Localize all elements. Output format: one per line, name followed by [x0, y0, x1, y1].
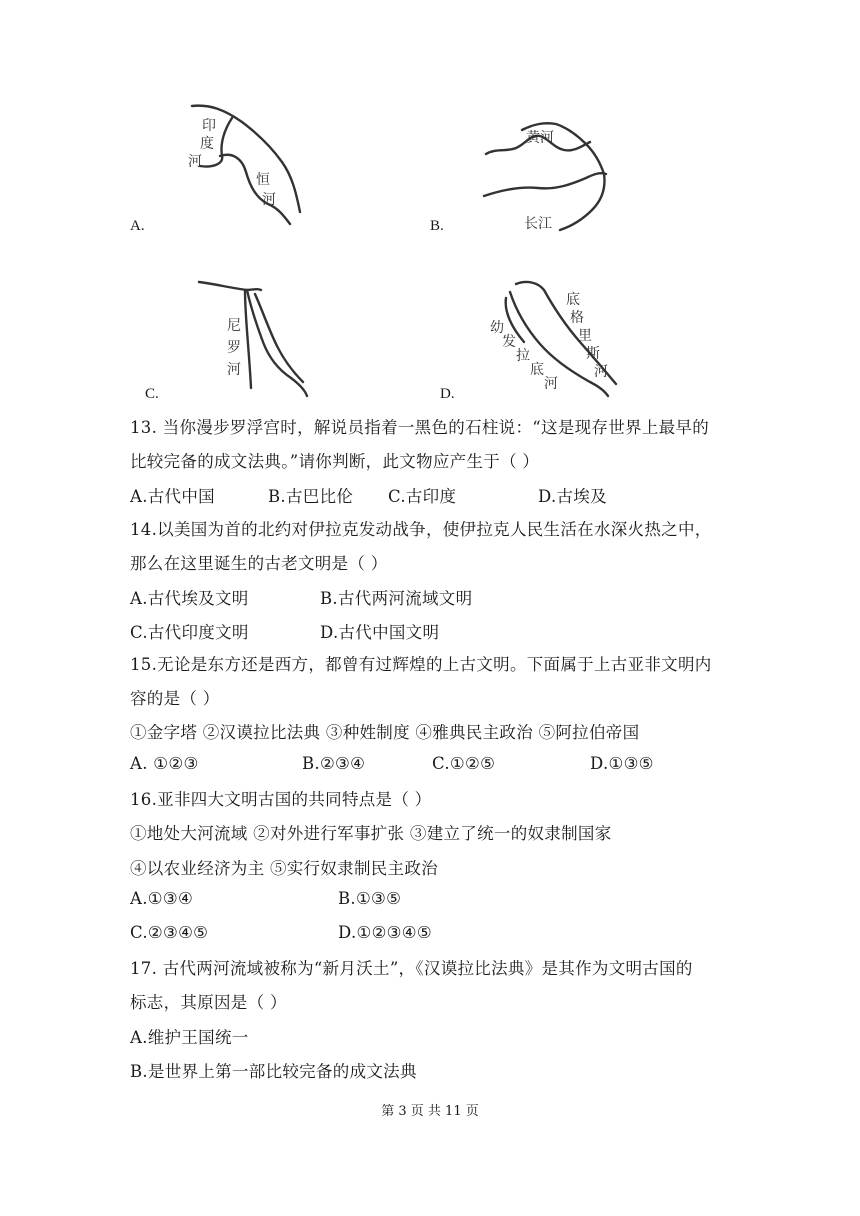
q13-option-b: B.古巴比伦 — [268, 487, 354, 506]
q16-line1: 16.亚非四大文明古国的共同特点是（ ） — [130, 790, 432, 809]
map-indus-ganges — [170, 100, 310, 230]
map-c-river1-c2: 河 — [227, 362, 241, 378]
map-d-river2-c4: 河 — [544, 376, 558, 392]
q15-option-b: B.②③④ — [302, 754, 366, 773]
map-d-euphrates — [510, 292, 608, 396]
page-footer: 第 3 页 共 11 页 — [381, 1104, 479, 1119]
map-b-river1: 黄河 — [526, 130, 554, 146]
q17-line1: 17. 古代两河流域被称为“新月沃土”，《汉谟拉比法典》是其作为文明古国的 — [130, 959, 693, 978]
map-nile — [195, 278, 325, 396]
map-a-label: A. — [130, 218, 145, 234]
map-d-river2-c3: 底 — [530, 362, 544, 378]
q14-option-b: B.古代两河流域文明 — [320, 589, 473, 608]
q16-items2: ④以农业经济为主 ⑤实行奴隶制民主政治 — [130, 859, 438, 878]
map-c-nile-west — [247, 290, 307, 396]
map-d-river1-c1: 格 — [570, 310, 584, 326]
q15-line1: 15.无论是东方还是西方，都曾有过辉煌的上古文明。下面属于上古亚非文明内 — [130, 655, 712, 674]
map-a-river1-c2: 河 — [188, 154, 202, 170]
map-d-river2-c0: 幼 — [490, 320, 504, 336]
map-d-river1-c0: 底 — [566, 292, 580, 308]
map-c-river1-c1: 罗 — [227, 340, 241, 356]
map-a-river1-c0: 印 — [202, 118, 216, 134]
map-d-river1-c4: 河 — [594, 364, 608, 380]
map-b-yangtze — [484, 173, 606, 196]
map-a-ganges — [220, 155, 290, 224]
q15-option-c: C.①②⑤ — [432, 754, 496, 773]
q14-option-a: A.古代埃及文明 — [130, 589, 249, 608]
q17-option-b: B.是世界上第一部比较完备的成文法典 — [130, 1062, 417, 1081]
map-c-river1-c0: 尼 — [227, 318, 241, 334]
map-b-label: B. — [430, 218, 444, 234]
q16-option-a: A.①③④ — [130, 889, 194, 908]
q13-option-a: A.古代中国 — [130, 487, 215, 506]
map-a-river2-c0: 恒 — [256, 172, 270, 188]
map-d-river2-c1: 发 — [502, 334, 516, 350]
map-a-river2-c1: 河 — [262, 192, 276, 208]
q15-items: ①金字塔 ②汉谟拉比法典 ③种姓制度 ④雅典民主政治 ⑤阿拉伯帝国 — [130, 723, 640, 742]
map-a-river1-c1: 度 — [200, 136, 214, 152]
q16-items1: ①地处大河流域 ②对外进行军事扩张 ③建立了统一的奴隶制国家 — [130, 824, 612, 843]
map-c-coast-top — [199, 282, 261, 290]
q14-option-c: C.古代印度文明 — [130, 623, 249, 642]
q13-line2: 比较完备的成文法典。”请你判断，此文物应产生于（ ） — [130, 452, 540, 471]
q17-line2: 标志，其原因是（ ） — [130, 993, 287, 1012]
q13-option-d: D.古埃及 — [538, 487, 607, 506]
q16-option-d: D.①②③④⑤ — [338, 923, 432, 942]
q14-line1: 14.以美国为首的北约对伊拉克发动战争，使伊拉克人民生活在水深火热之中， — [130, 520, 712, 539]
q15-option-d: D.①③⑤ — [590, 754, 654, 773]
q17-option-a: A.维护王国统一 — [130, 1028, 249, 1047]
map-d-river2-c2: 拉 — [516, 348, 530, 364]
map-d-river1-c3: 斯 — [586, 346, 600, 362]
q14-line2: 那么在这里诞生的古老文明是（ ） — [130, 554, 388, 573]
q16-option-b: B.①③⑤ — [338, 889, 402, 908]
map-d-river1-c2: 里 — [578, 328, 592, 344]
map-c-label: C. — [145, 386, 159, 402]
map-b-river2: 长江 — [524, 216, 552, 232]
map-d-label: D. — [440, 386, 455, 402]
q16-option-c: C.②③④⑤ — [130, 923, 209, 942]
q13-option-c: C.古印度 — [388, 487, 457, 506]
q15-option-a: A. ①②③ — [130, 754, 199, 773]
q13-line1: 13. 当你漫步罗浮宫时，解说员指着一黑色的石柱说：“这是现存世界上最早的 — [130, 418, 710, 437]
map-yellow-yangtze — [482, 118, 617, 236]
q14-option-d: D.古代中国文明 — [320, 623, 440, 642]
map-tigris-euphrates — [482, 276, 632, 400]
q15-line2: 容的是（ ） — [130, 689, 220, 708]
